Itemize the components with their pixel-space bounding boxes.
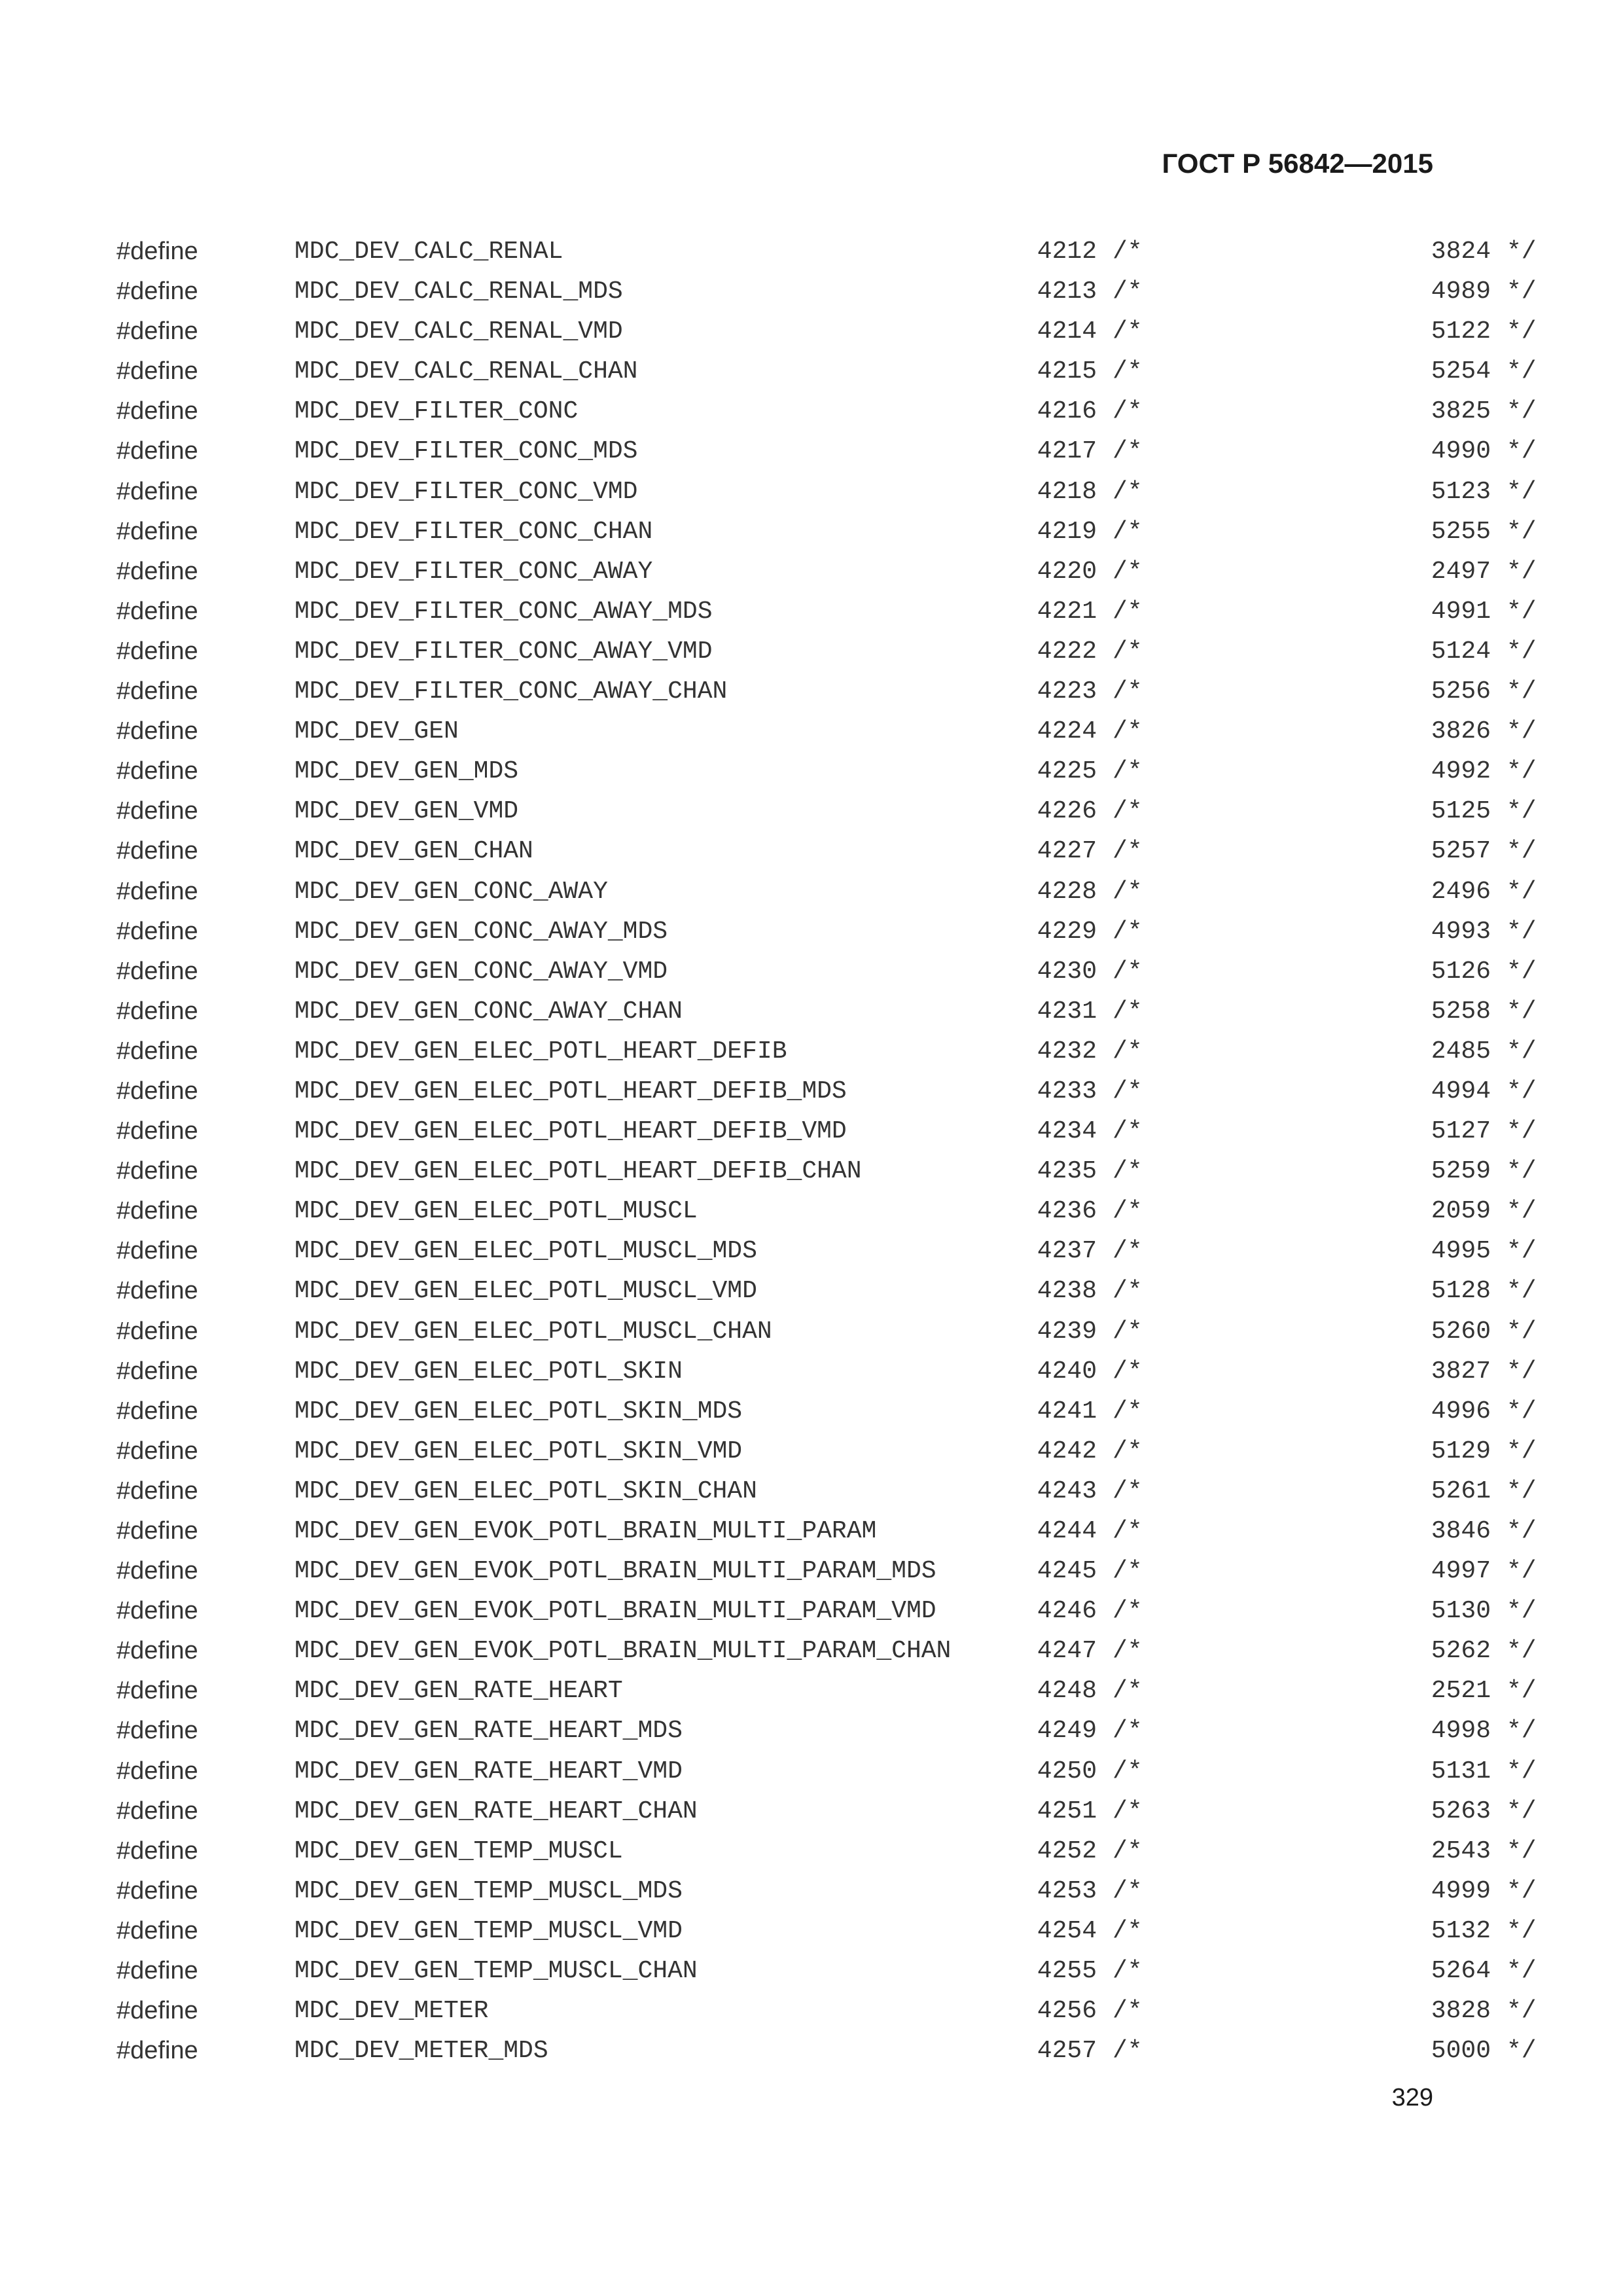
- define-keyword: #define: [116, 557, 198, 585]
- comment-open: /*: [1113, 597, 1143, 626]
- define-keyword: #define: [116, 597, 198, 625]
- macro-name: MDC_DEV_GEN_CONC_AWAY_VMD: [294, 957, 668, 986]
- macro-name: MDC_DEV_GEN_ELEC_POTL_MUSCL_VMD: [294, 1277, 757, 1306]
- macro-value: 4223: [1037, 677, 1097, 706]
- define-keyword: #define: [116, 1397, 198, 1425]
- reference-number: 5262: [1431, 1637, 1491, 1666]
- macro-name: MDC_DEV_GEN_MDS: [294, 757, 519, 786]
- macro-value: 4233: [1037, 1077, 1097, 1105]
- macro-name: MDC_DEV_GEN_RATE_HEART_CHAN: [294, 1797, 698, 1825]
- reference-number: 5122: [1431, 317, 1491, 346]
- define-keyword: #define: [116, 1837, 198, 1865]
- reference-number: 2059: [1431, 1197, 1491, 1226]
- comment-close: */: [1507, 1597, 1537, 1626]
- define-keyword: #define: [116, 677, 198, 706]
- define-keyword: #define: [116, 477, 198, 505]
- macro-name: MDC_DEV_METER: [294, 1997, 489, 2026]
- define-keyword: #define: [116, 1157, 198, 1185]
- reference-number: 4989: [1431, 278, 1491, 306]
- macro-name: MDC_DEV_GEN_TEMP_MUSCL_MDS: [294, 1876, 683, 1905]
- macro-name: MDC_DEV_GEN_CONC_AWAY_MDS: [294, 917, 668, 946]
- comment-close: */: [1507, 1277, 1537, 1306]
- macro-name: MDC_DEV_GEN_ELEC_POTL_MUSCL: [294, 1197, 698, 1226]
- comment-close: */: [1507, 1997, 1537, 2026]
- comment-open: /*: [1113, 357, 1143, 386]
- comment-open: /*: [1113, 757, 1143, 786]
- comment-close: */: [1507, 717, 1537, 746]
- reference-number: 3846: [1431, 1517, 1491, 1545]
- comment-open: /*: [1113, 397, 1143, 426]
- reference-number: 5125: [1431, 797, 1491, 826]
- comment-open: /*: [1113, 1197, 1143, 1226]
- comment-open: /*: [1113, 1717, 1143, 1746]
- define-keyword: #define: [116, 1637, 198, 1665]
- comment-open: /*: [1113, 1277, 1143, 1306]
- reference-number: 4995: [1431, 1237, 1491, 1266]
- macro-value: 4217: [1037, 437, 1097, 466]
- define-keyword: #define: [116, 1237, 198, 1265]
- reference-number: 3828: [1431, 1997, 1491, 2026]
- reference-number: 5123: [1431, 477, 1491, 506]
- macro-name: MDC_DEV_GEN_ELEC_POTL_SKIN_VMD: [294, 1437, 743, 1465]
- comment-close: */: [1507, 1477, 1537, 1505]
- comment-open: /*: [1113, 837, 1143, 866]
- macro-name: MDC_DEV_FILTER_CONC_AWAY: [294, 557, 653, 586]
- macro-name: MDC_DEV_GEN_RATE_HEART_MDS: [294, 1717, 683, 1746]
- reference-number: 5127: [1431, 1117, 1491, 1146]
- comment-close: */: [1507, 317, 1537, 346]
- define-keyword: #define: [116, 1517, 198, 1545]
- macro-value: 4255: [1037, 1957, 1097, 1986]
- reference-number: 5130: [1431, 1597, 1491, 1626]
- define-keyword: #define: [116, 317, 198, 346]
- comment-open: /*: [1113, 557, 1143, 586]
- macro-value: 4231: [1037, 997, 1097, 1026]
- define-keyword: #define: [116, 1077, 198, 1105]
- define-keyword: #define: [116, 1277, 198, 1305]
- macro-value: 4219: [1037, 517, 1097, 546]
- define-keyword: #define: [116, 1916, 198, 1945]
- macro-name: MDC_DEV_GEN_ELEC_POTL_MUSCL_MDS: [294, 1237, 757, 1266]
- macro-name: MDC_DEV_FILTER_CONC: [294, 397, 579, 426]
- define-keyword: #define: [116, 437, 198, 465]
- define-keyword: #define: [116, 1117, 198, 1145]
- define-keyword: #define: [116, 717, 198, 745]
- macro-name: MDC_DEV_GEN_TEMP_MUSCL: [294, 1837, 623, 1865]
- comment-close: */: [1507, 837, 1537, 866]
- comment-open: /*: [1113, 1397, 1143, 1426]
- define-keyword: #define: [116, 1037, 198, 1065]
- define-keyword: #define: [116, 517, 198, 545]
- macro-value: 4249: [1037, 1717, 1097, 1746]
- comment-open: /*: [1113, 1916, 1143, 1945]
- comment-open: /*: [1113, 1557, 1143, 1586]
- macro-value: 4216: [1037, 397, 1097, 426]
- macro-value: 4220: [1037, 557, 1097, 586]
- reference-number: 5258: [1431, 997, 1491, 1026]
- comment-close: */: [1507, 1117, 1537, 1146]
- macro-name: MDC_DEV_GEN_EVOK_POTL_BRAIN_MULTI_PARAM_VMD: [294, 1597, 936, 1626]
- macro-name: MDC_DEV_GEN_ELEC_POTL_SKIN_MDS: [294, 1397, 743, 1426]
- macro-name: MDC_DEV_GEN_TEMP_MUSCL_CHAN: [294, 1957, 698, 1986]
- macro-name: MDC_DEV_CALC_RENAL_CHAN: [294, 357, 638, 386]
- define-keyword: #define: [116, 1477, 198, 1505]
- comment-close: */: [1507, 1317, 1537, 1346]
- macro-name: MDC_DEV_GEN_ELEC_POTL_SKIN: [294, 1357, 683, 1386]
- macro-value: 4244: [1037, 1517, 1097, 1545]
- comment-open: /*: [1113, 1157, 1143, 1186]
- comment-open: /*: [1113, 957, 1143, 986]
- macro-name: MDC_DEV_GEN_ELEC_POTL_HEART_DEFIB_MDS: [294, 1077, 847, 1105]
- comment-close: */: [1507, 1916, 1537, 1945]
- define-keyword: #define: [116, 357, 198, 386]
- define-keyword: #define: [116, 957, 198, 985]
- macro-name: MDC_DEV_GEN_CONC_AWAY_CHAN: [294, 997, 683, 1026]
- macro-value: 4257: [1037, 2037, 1097, 2066]
- reference-number: 2543: [1431, 1837, 1491, 1865]
- macro-value: 4224: [1037, 717, 1097, 746]
- macro-value: 4239: [1037, 1317, 1097, 1346]
- define-keyword: #define: [116, 997, 198, 1025]
- define-keyword: #define: [116, 1317, 198, 1345]
- define-keyword: #define: [116, 1717, 198, 1745]
- macro-value: 4241: [1037, 1397, 1097, 1426]
- define-keyword: #define: [116, 877, 198, 905]
- macro-name: MDC_DEV_GEN_ELEC_POTL_HEART_DEFIB: [294, 1037, 787, 1066]
- comment-close: */: [1507, 1157, 1537, 1186]
- macro-value: 4253: [1037, 1876, 1097, 1905]
- comment-close: */: [1507, 1717, 1537, 1746]
- comment-close: */: [1507, 1037, 1537, 1066]
- macro-value: 4232: [1037, 1037, 1097, 1066]
- macro-name: MDC_DEV_FILTER_CONC_AWAY_MDS: [294, 597, 713, 626]
- reference-number: 4997: [1431, 1557, 1491, 1586]
- comment-close: */: [1507, 1957, 1537, 1986]
- macro-value: 4243: [1037, 1477, 1097, 1505]
- comment-open: /*: [1113, 1677, 1143, 1706]
- reference-number: 4991: [1431, 597, 1491, 626]
- reference-number: 5259: [1431, 1157, 1491, 1186]
- macro-name: MDC_DEV_GEN_VMD: [294, 797, 519, 826]
- comment-close: */: [1507, 1797, 1537, 1825]
- macro-name: MDC_DEV_GEN_CONC_AWAY: [294, 877, 608, 906]
- define-keyword: #define: [116, 238, 198, 265]
- comment-open: /*: [1113, 637, 1143, 666]
- macro-value: 4238: [1037, 1277, 1097, 1306]
- macro-value: 4242: [1037, 1437, 1097, 1465]
- comment-close: */: [1507, 677, 1537, 706]
- comment-close: */: [1507, 397, 1537, 426]
- macro-value: 4225: [1037, 757, 1097, 786]
- reference-number: 5260: [1431, 1317, 1491, 1346]
- reference-number: 3824: [1431, 238, 1491, 266]
- comment-open: /*: [1113, 1077, 1143, 1105]
- macro-name: MDC_DEV_FILTER_CONC_AWAY_CHAN: [294, 677, 728, 706]
- comment-open: /*: [1113, 2037, 1143, 2066]
- define-keyword: #define: [116, 397, 198, 425]
- macro-value: 4252: [1037, 1837, 1097, 1865]
- comment-close: */: [1507, 957, 1537, 986]
- reference-number: 4992: [1431, 757, 1491, 786]
- comment-open: /*: [1113, 1797, 1143, 1825]
- define-keyword: #define: [116, 1957, 198, 1985]
- reference-number: 5126: [1431, 957, 1491, 986]
- comment-close: */: [1507, 2037, 1537, 2066]
- define-keyword: #define: [116, 797, 198, 825]
- comment-close: */: [1507, 1397, 1537, 1426]
- macro-name: MDC_DEV_GEN_RATE_HEART: [294, 1677, 623, 1706]
- macro-value: 4213: [1037, 278, 1097, 306]
- define-keyword: #define: [116, 1437, 198, 1465]
- macro-name: MDC_DEV_GEN_ELEC_POTL_MUSCL_CHAN: [294, 1317, 772, 1346]
- comment-open: /*: [1113, 477, 1143, 506]
- comment-close: */: [1507, 1357, 1537, 1386]
- define-keyword: #define: [116, 1197, 198, 1225]
- reference-number: 3825: [1431, 397, 1491, 426]
- comment-close: */: [1507, 517, 1537, 546]
- comment-open: /*: [1113, 1477, 1143, 1505]
- comment-close: */: [1507, 1517, 1537, 1545]
- comment-close: */: [1507, 477, 1537, 506]
- comment-close: */: [1507, 1557, 1537, 1586]
- comment-close: */: [1507, 637, 1537, 666]
- comment-close: */: [1507, 1837, 1537, 1865]
- comment-open: /*: [1113, 1637, 1143, 1666]
- macro-value: 4218: [1037, 477, 1097, 506]
- reference-number: 4996: [1431, 1397, 1491, 1426]
- comment-close: */: [1507, 1437, 1537, 1465]
- reference-number: 2497: [1431, 557, 1491, 586]
- reference-number: 4990: [1431, 437, 1491, 466]
- comment-open: /*: [1113, 1876, 1143, 1905]
- reference-number: 2521: [1431, 1677, 1491, 1706]
- macro-value: 4250: [1037, 1757, 1097, 1785]
- comment-close: */: [1507, 557, 1537, 586]
- reference-number: 5132: [1431, 1916, 1491, 1945]
- macro-name: MDC_DEV_CALC_RENAL_MDS: [294, 278, 623, 306]
- macro-name: MDC_DEV_GEN_EVOK_POTL_BRAIN_MULTI_PARAM_MDS: [294, 1557, 936, 1586]
- macro-value: 4246: [1037, 1597, 1097, 1626]
- comment-close: */: [1507, 597, 1537, 626]
- macro-name: MDC_DEV_FILTER_CONC_VMD: [294, 477, 638, 506]
- comment-open: /*: [1113, 317, 1143, 346]
- comment-close: */: [1507, 357, 1537, 386]
- macro-value: 4234: [1037, 1117, 1097, 1146]
- reference-number: 3827: [1431, 1357, 1491, 1386]
- reference-number: 4993: [1431, 917, 1491, 946]
- page-number: 329: [1391, 2084, 1433, 2111]
- comment-close: */: [1507, 1876, 1537, 1905]
- comment-open: /*: [1113, 877, 1143, 906]
- macro-name: MDC_DEV_GEN_TEMP_MUSCL_VMD: [294, 1916, 683, 1945]
- reference-number: 5256: [1431, 677, 1491, 706]
- macro-value: 4221: [1037, 597, 1097, 626]
- macro-value: 4227: [1037, 837, 1097, 866]
- comment-close: */: [1507, 1197, 1537, 1226]
- comment-close: */: [1507, 1077, 1537, 1105]
- define-keyword: #define: [116, 917, 198, 945]
- comment-open: /*: [1113, 1517, 1143, 1545]
- macro-value: 4254: [1037, 1916, 1097, 1945]
- reference-number: 5124: [1431, 637, 1491, 666]
- macro-value: 4251: [1037, 1797, 1097, 1825]
- macro-value: 4226: [1037, 797, 1097, 826]
- comment-open: /*: [1113, 1837, 1143, 1865]
- define-keyword: #define: [116, 757, 198, 785]
- comment-close: */: [1507, 757, 1537, 786]
- reference-number: 5264: [1431, 1957, 1491, 1986]
- reference-number: 5261: [1431, 1477, 1491, 1505]
- reference-number: 5129: [1431, 1437, 1491, 1465]
- comment-open: /*: [1113, 1997, 1143, 2026]
- macro-name: MDC_DEV_FILTER_CONC_AWAY_VMD: [294, 637, 713, 666]
- macro-value: 4247: [1037, 1637, 1097, 1666]
- define-keyword: #define: [116, 1677, 198, 1705]
- document-header: ГОСТ Р 56842—2015: [1162, 148, 1433, 179]
- macro-name: MDC_DEV_GEN_ELEC_POTL_HEART_DEFIB_VMD: [294, 1117, 847, 1146]
- macro-name: MDC_DEV_FILTER_CONC_CHAN: [294, 517, 653, 546]
- reference-number: 4998: [1431, 1717, 1491, 1746]
- macro-value: 4215: [1037, 357, 1097, 386]
- macro-value: 4245: [1037, 1557, 1097, 1586]
- reference-number: 5263: [1431, 1797, 1491, 1825]
- comment-close: */: [1507, 1677, 1537, 1706]
- comment-open: /*: [1113, 1957, 1143, 1986]
- reference-number: 2496: [1431, 877, 1491, 906]
- comment-open: /*: [1113, 717, 1143, 746]
- reference-number: 5255: [1431, 517, 1491, 546]
- comment-open: /*: [1113, 1437, 1143, 1465]
- macro-value: 4256: [1037, 1997, 1097, 2026]
- comment-open: /*: [1113, 1317, 1143, 1346]
- define-keyword: #define: [116, 2037, 198, 2065]
- define-keyword: #define: [116, 1757, 198, 1785]
- reference-number: 5254: [1431, 357, 1491, 386]
- macro-value: 4235: [1037, 1157, 1097, 1186]
- reference-number: 4994: [1431, 1077, 1491, 1105]
- macro-name: MDC_DEV_GEN_ELEC_POTL_SKIN_CHAN: [294, 1477, 757, 1505]
- macro-name: MDC_DEV_GEN_EVOK_POTL_BRAIN_MULTI_PARAM_CHAN: [294, 1637, 952, 1666]
- reference-number: 4999: [1431, 1876, 1491, 1905]
- macro-value: 4229: [1037, 917, 1097, 946]
- comment-open: /*: [1113, 677, 1143, 706]
- comment-open: /*: [1113, 1117, 1143, 1146]
- define-keyword: #define: [116, 1597, 198, 1625]
- comment-close: */: [1507, 1637, 1537, 1666]
- define-keyword: #define: [116, 1797, 198, 1825]
- macro-value: 4212: [1037, 238, 1097, 266]
- comment-open: /*: [1113, 238, 1143, 266]
- comment-open: /*: [1113, 797, 1143, 826]
- reference-number: 5257: [1431, 837, 1491, 866]
- macro-value: 4248: [1037, 1677, 1097, 1706]
- macro-name: MDC_DEV_FILTER_CONC_MDS: [294, 437, 638, 466]
- reference-number: 3826: [1431, 717, 1491, 746]
- macro-value: 4240: [1037, 1357, 1097, 1386]
- macro-value: 4222: [1037, 637, 1097, 666]
- comment-open: /*: [1113, 1237, 1143, 1266]
- macro-value: 4214: [1037, 317, 1097, 346]
- macro-value: 4237: [1037, 1237, 1097, 1266]
- reference-number: 2485: [1431, 1037, 1491, 1066]
- comment-open: /*: [1113, 1757, 1143, 1785]
- comment-open: /*: [1113, 278, 1143, 306]
- macro-value: 4236: [1037, 1197, 1097, 1226]
- comment-close: */: [1507, 278, 1537, 306]
- comment-close: */: [1507, 797, 1537, 826]
- comment-close: */: [1507, 877, 1537, 906]
- comment-open: /*: [1113, 1597, 1143, 1626]
- macro-value: 4230: [1037, 957, 1097, 986]
- define-keyword: #define: [116, 278, 198, 306]
- macro-name: MDC_DEV_GEN_RATE_HEART_VMD: [294, 1757, 683, 1785]
- comment-close: */: [1507, 997, 1537, 1026]
- macro-name: MDC_DEV_GEN_ELEC_POTL_HEART_DEFIB_CHAN: [294, 1157, 862, 1186]
- macro-name: MDC_DEV_METER_MDS: [294, 2037, 548, 2066]
- comment-open: /*: [1113, 517, 1143, 546]
- define-keyword: #define: [116, 1876, 198, 1905]
- macro-name: MDC_DEV_GEN: [294, 717, 459, 746]
- reference-number: 5128: [1431, 1277, 1491, 1306]
- comment-close: */: [1507, 1237, 1537, 1266]
- comment-close: */: [1507, 917, 1537, 946]
- reference-number: 5000: [1431, 2037, 1491, 2066]
- macro-name: MDC_DEV_GEN_EVOK_POTL_BRAIN_MULTI_PARAM: [294, 1517, 877, 1545]
- define-keyword: #define: [116, 1997, 198, 2025]
- macro-name: MDC_DEV_CALC_RENAL_VMD: [294, 317, 623, 346]
- macro-name: MDC_DEV_GEN_CHAN: [294, 837, 533, 866]
- define-keyword: #define: [116, 1357, 198, 1385]
- comment-close: */: [1507, 238, 1537, 266]
- comment-close: */: [1507, 437, 1537, 466]
- macro-value: 4228: [1037, 877, 1097, 906]
- define-keyword: #define: [116, 837, 198, 865]
- comment-open: /*: [1113, 1037, 1143, 1066]
- define-keyword: #define: [116, 1557, 198, 1585]
- comment-open: /*: [1113, 997, 1143, 1026]
- macro-name: MDC_DEV_CALC_RENAL: [294, 238, 563, 266]
- comment-open: /*: [1113, 1357, 1143, 1386]
- define-keyword: #define: [116, 637, 198, 665]
- comment-open: /*: [1113, 437, 1143, 466]
- comment-open: /*: [1113, 917, 1143, 946]
- comment-close: */: [1507, 1757, 1537, 1785]
- reference-number: 5131: [1431, 1757, 1491, 1785]
